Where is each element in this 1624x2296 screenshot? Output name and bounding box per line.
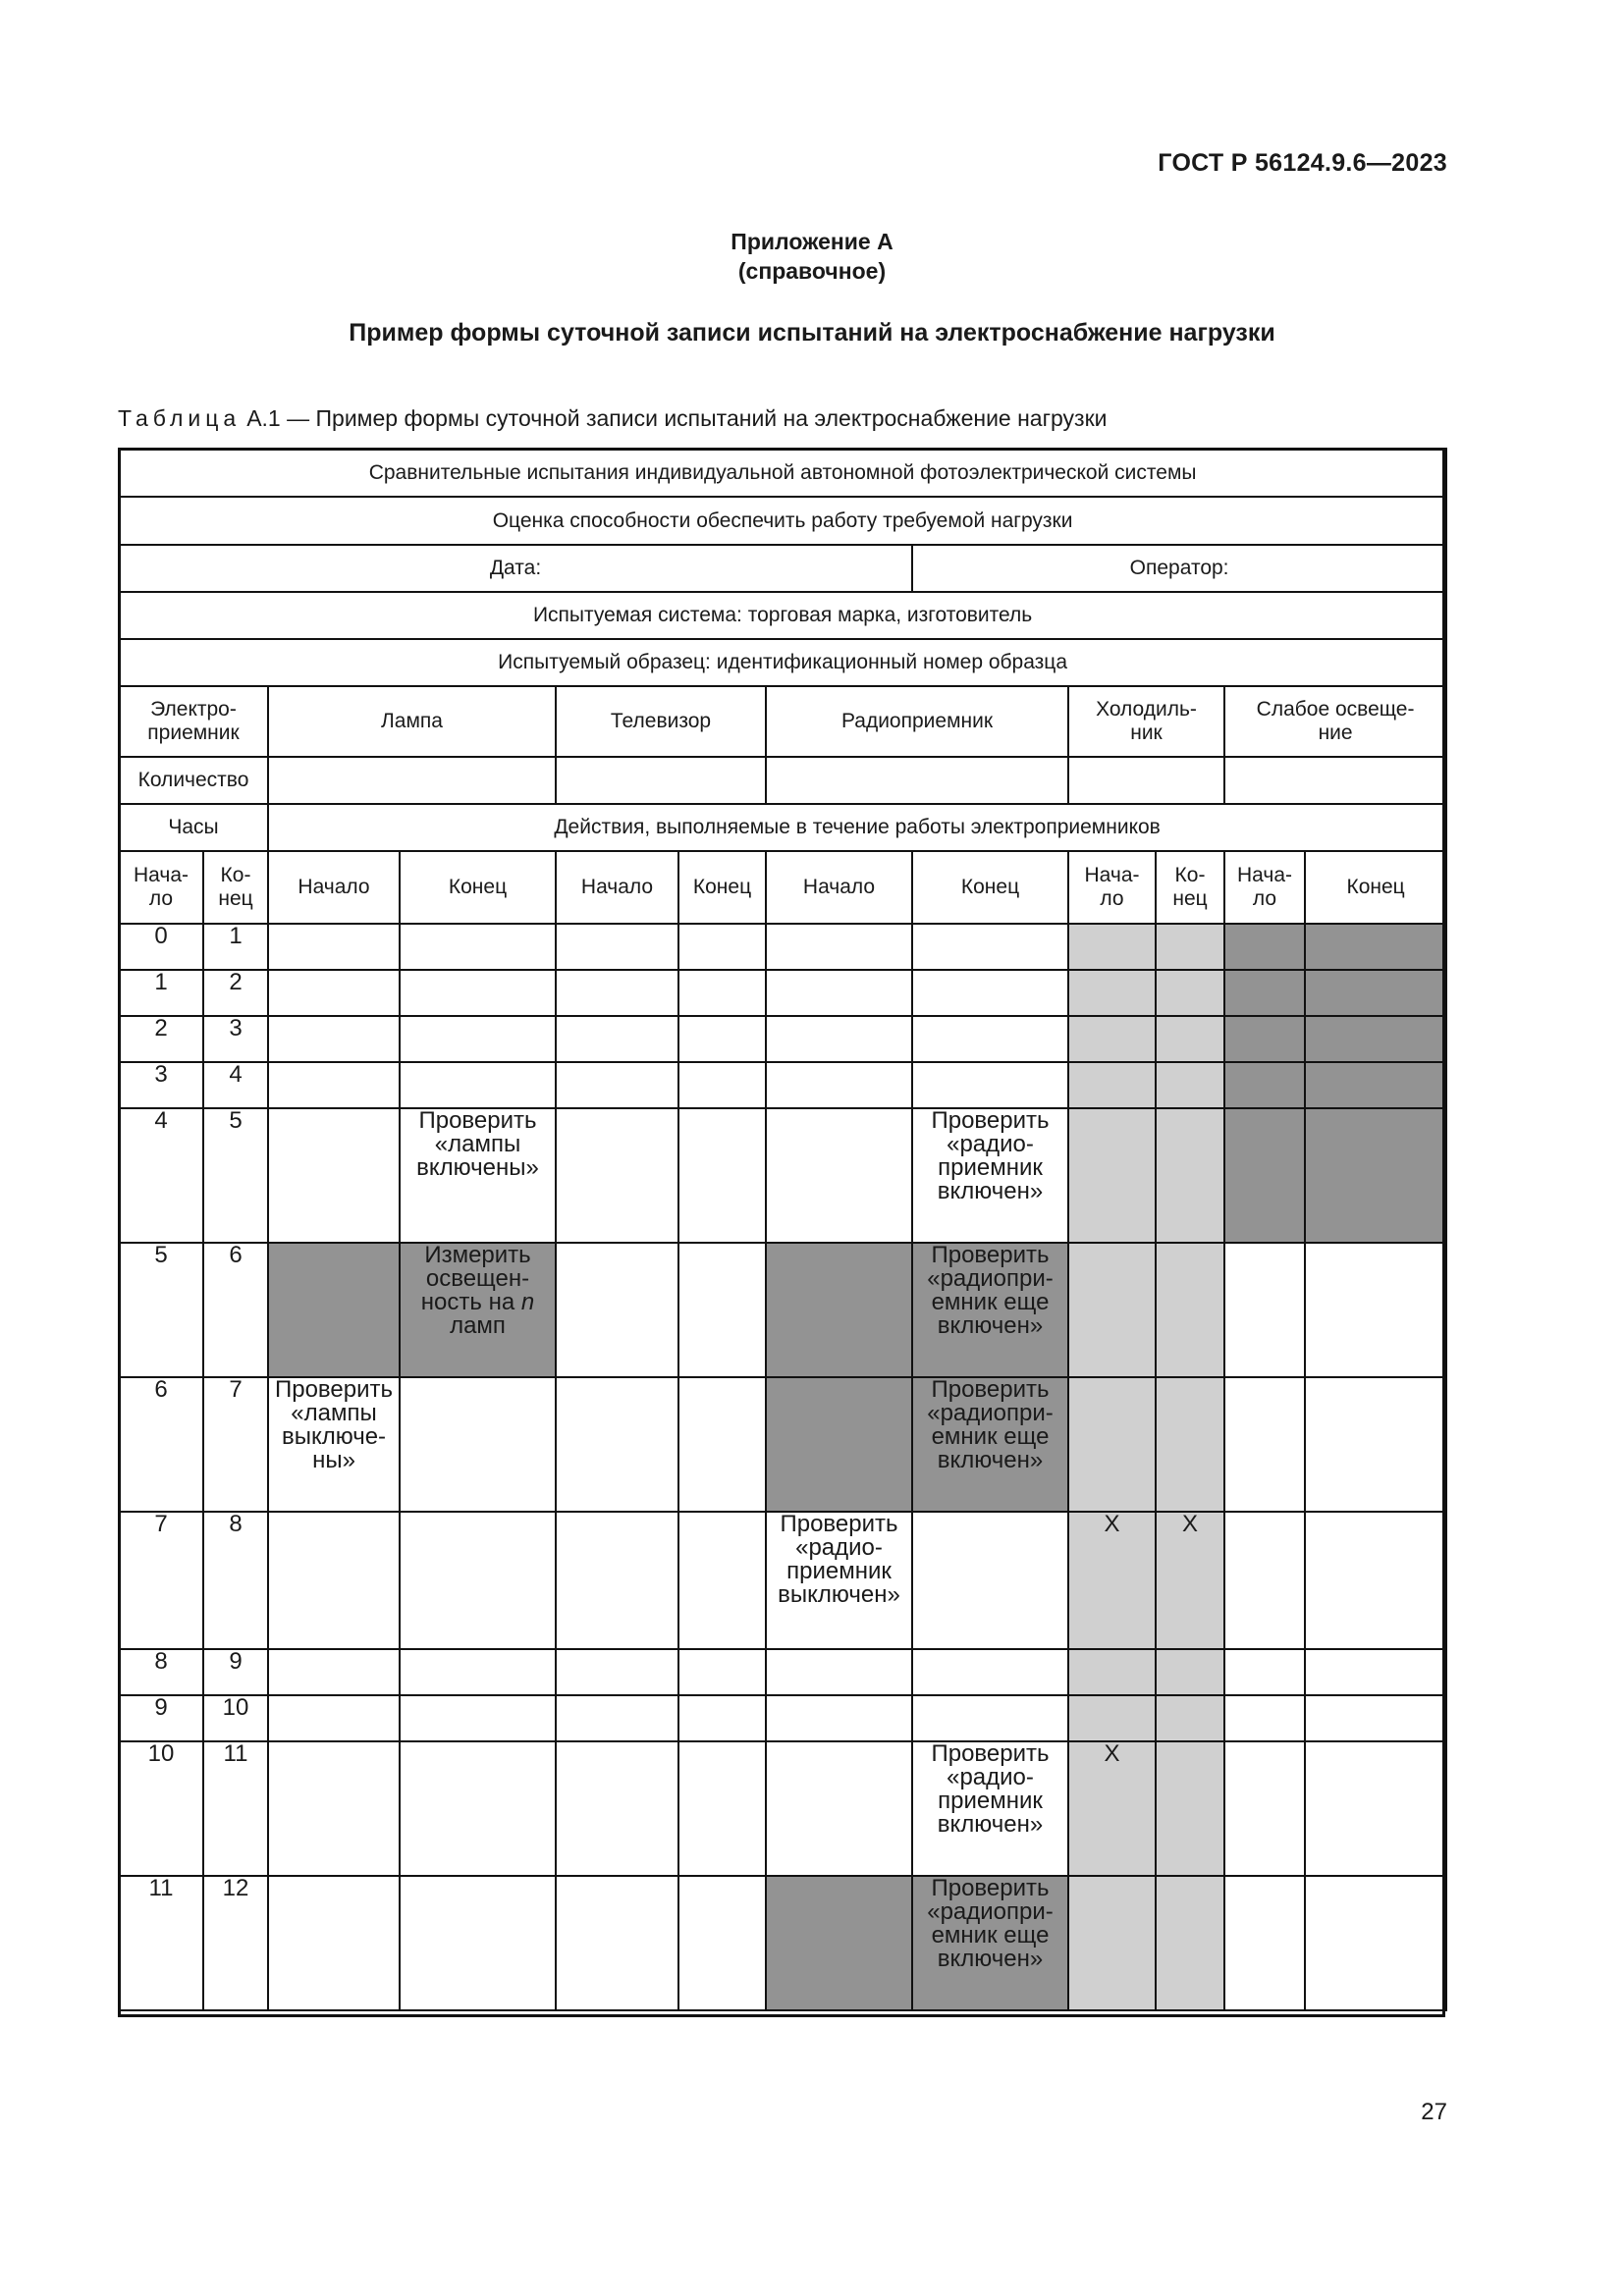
hours-end-cell: 6	[203, 1243, 268, 1377]
tv-start-header: Начало	[556, 851, 678, 924]
hours-end-cell: 12	[203, 1876, 268, 2010]
hours-end-cell: 3	[203, 1016, 268, 1062]
hours-start-cell: 11	[119, 1876, 203, 2010]
fridge-start-cell: X	[1068, 1741, 1156, 1876]
tv-end-header: Конец	[678, 851, 766, 924]
radio-end-header: Конец	[912, 851, 1068, 924]
line: ность на	[420, 1289, 515, 1315]
lamp-end-header: Конец	[400, 851, 556, 924]
quantity-label: Количество	[119, 757, 268, 804]
hours-end-cell: 8	[203, 1512, 268, 1649]
radio-end-cell: Проверить «радио- приемник включен»	[912, 1108, 1068, 1243]
table-frame	[118, 448, 1445, 2017]
fridge-end-header: Ко- нец	[1156, 851, 1224, 924]
hours-end-cell: 5	[203, 1108, 268, 1243]
annex-title: Приложение А	[731, 229, 893, 254]
hours-end-cell: 7	[203, 1377, 268, 1512]
table-caption	[118, 405, 1107, 432]
fridge-start-header: Нача- ло	[1068, 851, 1156, 924]
hours-end-cell: 1	[203, 924, 268, 970]
radio-start-header: Начало	[766, 851, 912, 924]
radio-end-cell: Проверить «радиопри- емник еще включен»	[912, 1876, 1068, 2010]
fridge-end-cell: X	[1156, 1512, 1224, 1649]
hours-start-cell: 3	[119, 1062, 203, 1108]
operator-field: Оператор:	[912, 545, 1446, 592]
hours-start-cell: 7	[119, 1512, 203, 1649]
radio-start-cell: Проверить «радио- приемник выключен»	[766, 1512, 912, 1649]
sample-row: Испытуемый образец: идентификационный номер образца	[119, 639, 1446, 686]
hours-start-cell: 6	[119, 1377, 203, 1512]
system-row: Испытуемая система: торговая марка, изготовитель	[119, 592, 1446, 639]
hours-start-cell: 0	[119, 924, 203, 970]
hours-start-cell: 4	[119, 1108, 203, 1243]
lamp-start-cell: Проверить «лампы выключе- ны»	[268, 1377, 400, 1512]
low-light-header: Слабое освеще- ние	[1224, 686, 1446, 757]
table-title-row: Сравнительные испытания индивидуальной автономной фотоэлектрической системы	[119, 449, 1446, 497]
table-caption-prefix: Таблица	[118, 405, 242, 431]
fridge-header: Холодиль- ник	[1068, 686, 1224, 757]
receiver-header: Электро- приемник	[119, 686, 268, 757]
lamp-end-cell: Проверить «лампы включены»	[400, 1108, 556, 1243]
low-light-start-header: Нача- ло	[1224, 851, 1305, 924]
fridge-start-cell: X	[1068, 1512, 1156, 1649]
hours-start-cell: 2	[119, 1016, 203, 1062]
radio-end-cell: Проверить «радиопри- емник еще включен»	[912, 1243, 1068, 1377]
date-field: Дата:	[119, 545, 912, 592]
hours-start-cell: 10	[119, 1741, 203, 1876]
document-number: ГОСТ Р 56124.9.6—2023	[1158, 149, 1447, 177]
section-title: Пример формы суточной записи испытаний на электроснабжение нагрузки	[349, 319, 1275, 347]
actions-label: Действия, выполняемые в течение работы электроприемников	[268, 804, 1446, 851]
hours-end-cell: 2	[203, 970, 268, 1016]
hours-start-cell: 5	[119, 1243, 203, 1377]
hours-start-header: Нача- ло	[119, 851, 203, 924]
low-light-end-header: Конец	[1305, 851, 1446, 924]
table-caption-text: А.1 — Пример формы суточной записи испытаний на электроснабжение нагрузки	[246, 405, 1108, 431]
hours-end-header: Ко- нец	[203, 851, 268, 924]
annex-subtitle: (справочное)	[737, 258, 887, 284]
hours-end-cell: 11	[203, 1741, 268, 1876]
hours-start-cell: 9	[119, 1695, 203, 1741]
hours-end-cell: 9	[203, 1649, 268, 1695]
page-number: 27	[1421, 2099, 1447, 2125]
hours-end-cell: 4	[203, 1062, 268, 1108]
hours-start-cell: 8	[119, 1649, 203, 1695]
lamp-header: Лампа	[268, 686, 556, 757]
radio-header: Радиоприемник	[766, 686, 1068, 757]
table-subtitle-row: Оценка способности обеспечить работу требуемой нагрузки	[119, 497, 1446, 545]
variable-n: n	[520, 1289, 535, 1315]
radio-end-cell: Проверить «радиопри- емник еще включен»	[912, 1377, 1068, 1512]
lamp-start-header: Начало	[268, 851, 400, 924]
hours-label: Часы	[119, 804, 268, 851]
hours-start-cell: 1	[119, 970, 203, 1016]
tv-header: Телевизор	[556, 686, 766, 757]
lamp-end-cell: Измерить освещен- ность на n ламп	[400, 1243, 556, 1377]
hours-end-cell: 10	[203, 1695, 268, 1741]
radio-end-cell: Проверить «радио- приемник включен»	[912, 1741, 1068, 1876]
